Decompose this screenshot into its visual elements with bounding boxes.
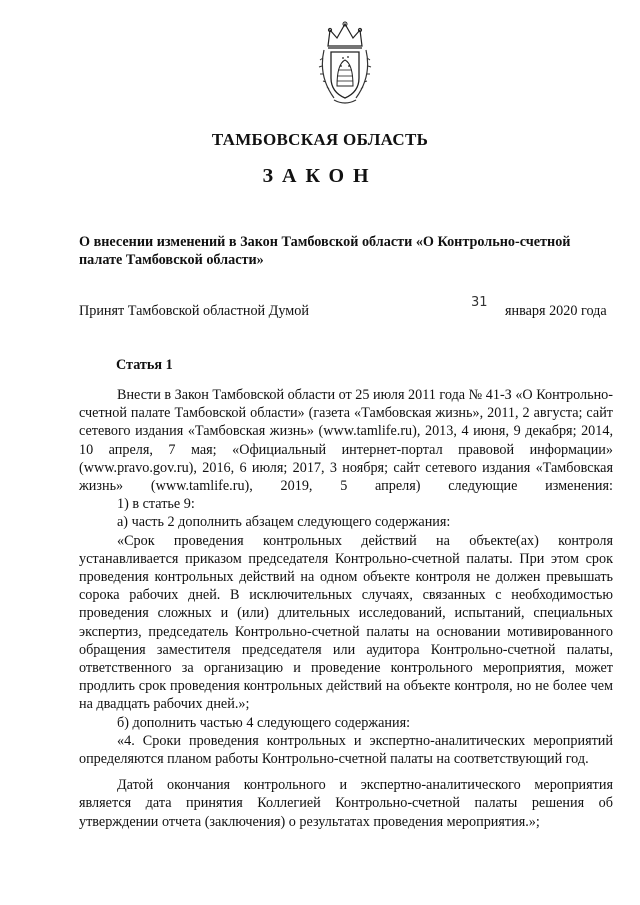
handwritten-day: 31	[471, 295, 488, 310]
law-title: О внесении изменений в Закон Тамбовской области «О Контрольно-счетной палате Тамбовской области»	[79, 234, 571, 268]
paragraph-quote-2: «4. Сроки проведения контрольных и экспертно-аналитических мероприятий определяются планом работы Контрольно-счетной палаты на соответствующий год.	[79, 732, 613, 768]
article-heading: Статья 1	[116, 357, 173, 373]
paragraph-item-b: б) дополнить частью 4 следующего содержания:	[117, 714, 411, 731]
paragraph-quote-1: «Срок проведения контрольных действий на объекте(ах) контроля устанавливается приказом председателя Контрольно-счетной палаты. При этом срок проведения контрольных действий на одном объекте контроля не должен превышать сорока рабочих дней. В исключительных случаях, связанных с необходимостью проведения сложных и (или) длительных исследований, испытаний, специальных экспертиз, председатель Контрольно-счетной палаты на основании мотивированного обращения заместителя председателя или аудитора Контрольно-счетной палаты, ответственного за организацию и проведение контрольного мероприятия, может продлить срок проведения контрольных действий на объекте контроля, но не более чем на двадцать рабочих дней.»;	[79, 532, 613, 713]
article-body	[79, 386, 613, 831]
adoption-date: января 2020 года	[505, 303, 607, 319]
coat-of-arms-emblem	[318, 20, 372, 108]
paragraph-item-a: а) часть 2 дополнить абзацем следующего содержания:	[117, 514, 451, 531]
paragraph-quote-3: Датой окончания контрольного и экспертно-аналитического мероприятия является дата принятия Коллегией Контрольно-счетной палаты решения об утверждении отчета (заключения) о результатах проведения мероприятия.»;	[79, 777, 613, 830]
adoption-statement: Принят Тамбовской областной Думой	[79, 303, 309, 319]
region-heading: ТАМБОВСКАЯ ОБЛАСТЬ	[211, 130, 429, 149]
paragraph-intro: Внести в Закон Тамбовской области от 25 июля 2011 года № 41-З «О Контрольно-счетной палате Тамбовской области» (газета «Тамбовская жизнь», 2011, 2 августа; сайт сетевого издания «Тамбовская жизнь» (www.tamlife.ru), 2013, 4 июня, 9 декабря; 2014, 10 апреля, 7 мая; «Официальный интернет-портал правовой информации» (www.pravo.gov.ru), 2016, 6 июля; 2017, 3 ноября; сайт сетевого издания «Тамбовская жизнь» (www.tamlife.ru), 2019, 5 апреля) следующие изменения:	[79, 387, 613, 495]
document-type-heading: ЗАКОН	[262, 165, 378, 187]
paragraph-item-1: 1) в статье 9:	[117, 496, 195, 513]
